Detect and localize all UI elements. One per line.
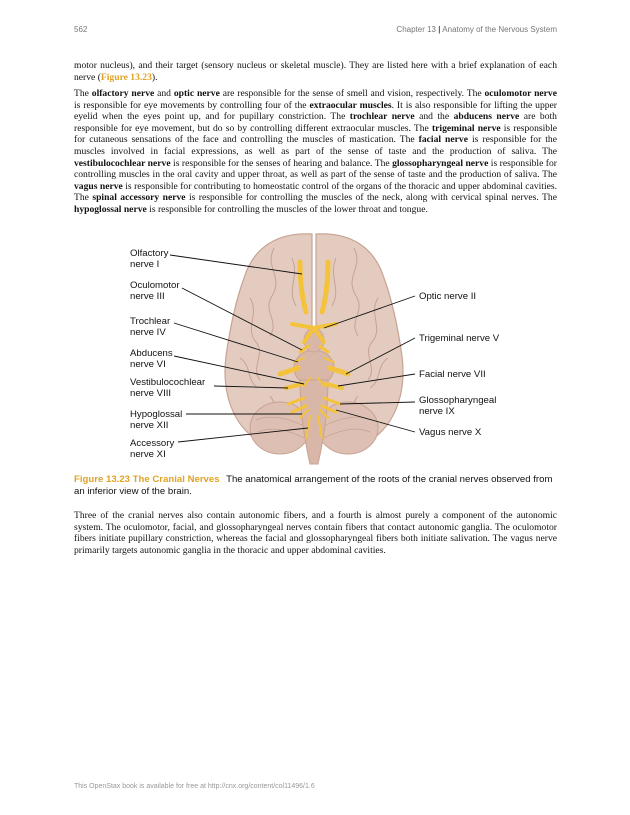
label-olfactory-nerve: [130, 248, 168, 270]
figure-caption: [74, 474, 557, 497]
label-line: Trigeminal nerve V: [419, 333, 500, 344]
term-spinal-accessory-nerve: spinal accessory nerve: [92, 192, 186, 204]
figure-link[interactable]: Figure 13.23: [100, 71, 152, 83]
text-run: is responsible for cutaneous sensations of the face and controlling the muscles of mastication. The: [74, 122, 557, 146]
text-run: is responsible for controlling muscles in the oral cavity and upper throat, as well as part of the sense of taste and the production of saliva. The: [74, 157, 557, 181]
label-line: Trochlear: [130, 316, 171, 327]
label-abducens-nerve: [130, 348, 173, 370]
label-line: Hypoglossal: [130, 409, 183, 420]
caption-title: Figure 13.23 The Cranial Nerves: [74, 474, 220, 485]
text-run: is responsible for eye movements by controlling four of the: [74, 99, 310, 111]
cranial-nerves-figure: [74, 228, 557, 470]
text-run: and the: [414, 111, 454, 123]
text-run: and: [154, 88, 174, 99]
label-hypoglossal-nerve: [130, 409, 182, 431]
paragraph-intro: [74, 60, 557, 83]
term-abducens-nerve: abducens nerve: [453, 111, 520, 123]
label-accessory-nerve: [130, 438, 174, 460]
text-run: are both responsible for eye movement, but do so by controlling different extraocular muscles. The: [74, 111, 557, 134]
term-trigeminal-nerve: trigeminal nerve: [431, 122, 501, 134]
text-run: ).: [151, 71, 158, 83]
label-line: nerve XII: [130, 420, 169, 431]
label-trochlear-nerve: [130, 316, 170, 338]
label-facial-nerve: [419, 369, 486, 380]
term-hypoglossal-nerve: hypoglossal nerve: [74, 203, 147, 215]
text-run: is responsible for the muscles involved in facial expressions, as well as part of the sense of taste and the production of saliva. The: [74, 134, 557, 157]
text-run: is responsible for controlling the muscles of the neck, along with cervical spinal nerves. The: [185, 192, 557, 204]
label-glossopharyngeal-nerve: [419, 395, 496, 417]
term-vagus-nerve: vagus nerve: [74, 180, 123, 192]
label-line: nerve IV: [130, 327, 166, 338]
label-line: Vestibulocochlear: [130, 377, 206, 388]
term-olfactory-nerve: olfactory nerve: [91, 88, 155, 99]
running-header: [396, 25, 557, 34]
paragraph-cranial-nerves: [74, 88, 557, 216]
label-line: Olfactory: [130, 248, 169, 259]
label-line: nerve VI: [130, 359, 166, 370]
term-optic-nerve: optic nerve: [173, 88, 220, 99]
label-line: Glossopharyngeal: [419, 395, 497, 406]
label-oculomotor-nerve: [130, 280, 180, 302]
text-run: . It is also responsible for lifting the upper eyelid when the eyes point up, and for pupillary constriction. The: [74, 99, 558, 123]
label-trigeminal-nerve: [419, 333, 499, 344]
label-line: Optic nerve II: [419, 291, 477, 302]
text-run: are responsible for the sense of smell and vision, respectively. The: [219, 88, 485, 99]
label-line: Oculomotor: [130, 280, 180, 291]
label-vestibulocochlear-nerve: [130, 377, 205, 399]
label-line: nerve VIII: [130, 388, 172, 399]
caption-text: The anatomical arrangement of the roots of the cranial nerves observed from an inferior view of the brain.: [74, 474, 553, 497]
text-run: is responsible for the senses of hearing and balance. The: [170, 157, 393, 169]
chapter-label: Chapter 13: [396, 25, 437, 34]
chapter-title: Anatomy of the Nervous System: [442, 25, 557, 34]
label-line: Abducens: [130, 348, 173, 359]
label-optic-nerve: [419, 291, 476, 302]
text-run: is responsible for controlling the muscles of the lower throat and tongue.: [146, 203, 428, 215]
term-extraocular-muscles: extraocular muscles: [309, 99, 392, 111]
page-footer: This OpenStax book is available for free at http://cnx.org/content/col11496/1.6: [74, 783, 315, 790]
paragraph-autonomic: Three of the cranial nerves also contain autonomic fibers, and a fourth is almost purely a component of the autonomic system. The oculomotor, facial, and glossopharyngeal nerves contain fibers that contact autonomic ganglia. The oculomotor fibers initiate pupillary constriction, whereas the facial and glossopharyngeal fibers both initiate salivation. The vagus nerve primarily targets autonomic ganglia in the thoracic and upper abdominal cavities.: [74, 510, 557, 556]
label-line: Accessory: [130, 438, 175, 449]
label-line: Facial nerve VII: [419, 369, 486, 380]
label-line: nerve XI: [130, 449, 166, 460]
label-line: nerve IX: [419, 406, 455, 417]
text-run: motor nucleus), and their target (sensory nucleus or skeletal muscle). They are listed here with a brief explanation of each nerve (: [74, 60, 557, 83]
label-line: Vagus nerve X: [419, 427, 482, 438]
header-separator: |: [438, 25, 441, 34]
term-oculomotor-nerve: oculomotor nerve: [484, 88, 557, 99]
term-glossopharyngeal-nerve: glossopharyngeal nerve: [392, 157, 489, 169]
label-vagus-nerve: [419, 427, 481, 438]
label-line: nerve I: [130, 259, 160, 270]
page-number: 562: [74, 25, 88, 34]
term-facial-nerve: facial nerve: [418, 134, 468, 146]
label-line: nerve III: [130, 291, 165, 302]
text-run: is responsible for contributing to homeostatic control of the organs of the thoracic and upper abdominal cavities. The: [74, 180, 558, 204]
text-run: The: [74, 88, 92, 99]
term-vestibulocochlear-nerve: vestibulocochlear nerve: [74, 157, 171, 169]
term-trochlear-nerve: trochlear nerve: [349, 111, 415, 123]
